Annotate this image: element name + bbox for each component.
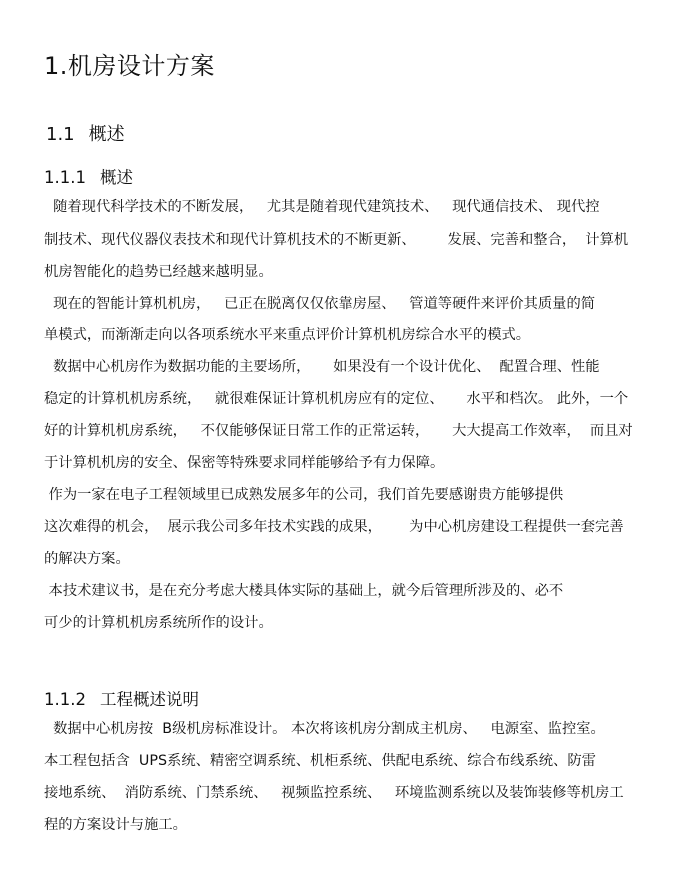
overview-line: 于计算机机房的安全、保密等特殊要求同样能够给予有力保障。 (44, 455, 445, 471)
project-line: 数据中心机房按 B级机房标准设计。 本次将该机房分割成主机房、 电源室、监控室。 (44, 721, 605, 737)
heading-1-1 (46, 120, 125, 146)
heading-1 (44, 46, 215, 81)
overview-line: 可少的计算机机房系统所作的设计。 (44, 615, 273, 631)
overview-line: 随着现代科学技术的不断发展， 尤其是随着现代建筑技术、 现代通信技术、 现代控 (44, 199, 600, 215)
overview-line: 本技术建议书，是在充分考虑大楼具体实际的基础上，就今后管理所涉及的、必不 (44, 583, 564, 599)
heading-1-1-1-title: 概述 (99, 168, 133, 187)
overview-line: 机房智能化的趋势已经越来越明显。 (44, 264, 273, 280)
heading-1-1-2-title: 工程概述说明 (99, 690, 199, 709)
heading-1-1-1-number: 1.1.1 (44, 168, 86, 187)
overview-line: 单模式，而渐渐走向以各项系统水平来重点评价计算机机房综合水平的模式。 (44, 327, 531, 343)
heading-1-1-number: 1.1 (46, 124, 75, 145)
overview-line: 现在的智能计算机机房， 已正在脱离仅仅依靠房屋、 管道等硬件来评价其质量的简 (44, 296, 596, 312)
overview-line: 的解决方案。 (44, 551, 130, 567)
heading-1-1-2-number: 1.1.2 (44, 690, 86, 709)
overview-line: 作为一家在电子工程领域里已成熟发展多年的公司，我们首先要感谢贵方能够提供 (44, 487, 564, 503)
heading-1-1-title: 概述 (88, 124, 125, 145)
heading-1-title: 机房设计方案 (67, 52, 215, 80)
heading-1-1-2 (44, 686, 199, 710)
overview-line: 制技术、现代仪器仪表技术和现代计算机技术的不断更新、 发展、完善和整合， 计算机 (44, 232, 629, 248)
overview-line: 稳定的计算机机房系统， 就很难保证计算机机房应有的定位、 水平和档次。 此外，一个 (44, 391, 629, 407)
overview-line: 这次难得的机会， 展示我公司多年技术实践的成果， 为中心机房建设工程提供一套完善 (44, 519, 624, 535)
overview-line: 好的计算机机房系统， 不仅能够保证日常工作的正常运转， 大大提高工作效率， 而且对 (44, 423, 633, 439)
heading-1-1-1 (44, 164, 133, 188)
overview-line: 数据中心机房作为数据功能的主要场所， 如果没有一个设计优化、 配置合理、性能 (44, 359, 600, 375)
project-line: 接地系统、 消防系统、门禁系统、 视频监控系统、 环境监测系统以及装饰装修等机房工 (44, 785, 624, 801)
project-line: 本工程包括含 UPS系统、精密空调系统、机柜系统、供配电系统、综合布线系统、防雷 (44, 753, 596, 769)
heading-1-number: 1. (44, 52, 68, 80)
project-line: 程的方案设计与施工。 (44, 817, 187, 833)
